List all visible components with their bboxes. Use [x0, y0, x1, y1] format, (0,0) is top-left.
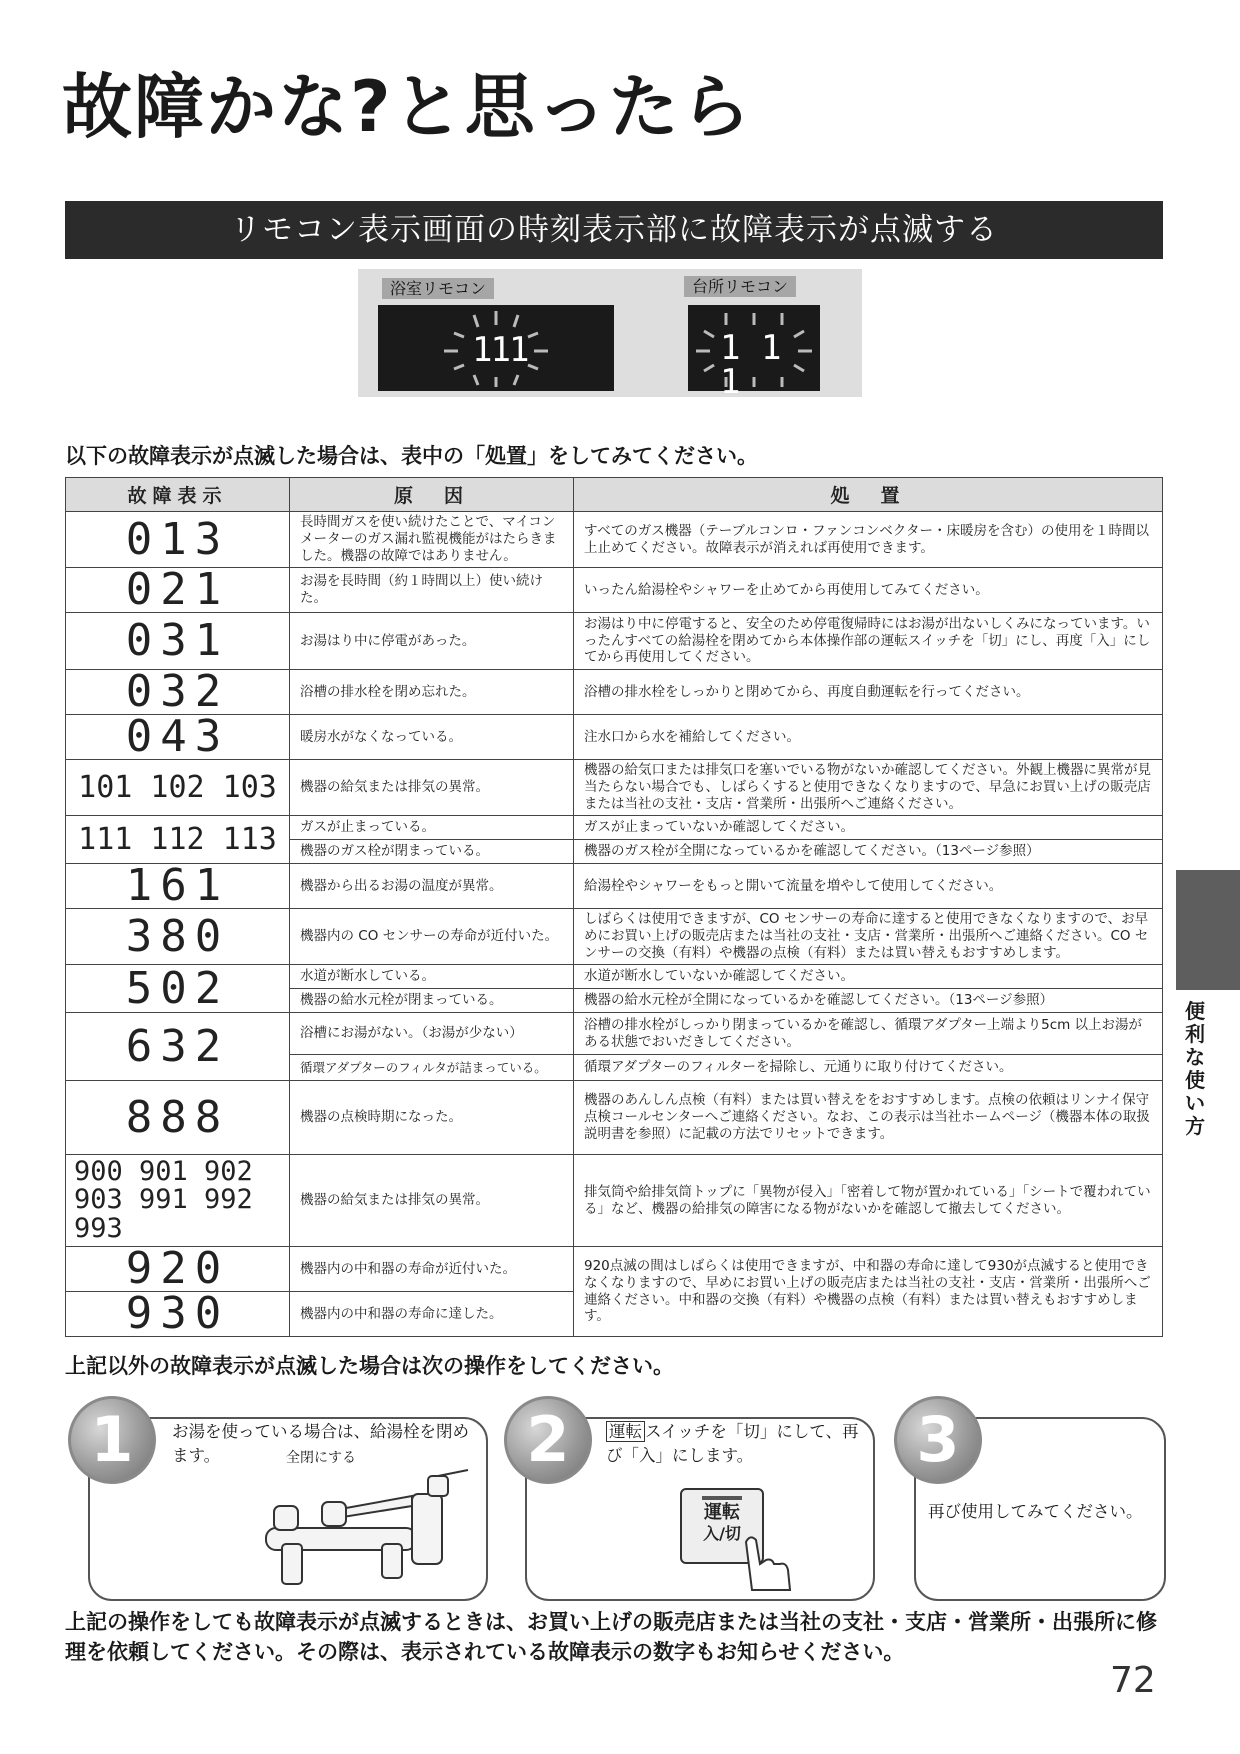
fault-code: 632 [125, 1020, 230, 1072]
table-row [66, 760, 1163, 816]
action-cell: 機器の給気口または排気口を塞いでいる物がないか確認してください。外観上機器に異常が見当たらない場合でも、しばらくすると使用できなくなりますので、早急にお買い上げの販売店または当社の支社・支店・営業所・出張所へご連絡ください。 [574, 760, 1163, 816]
section-banner: リモコン表示画面の時刻表示部に故障表示が点滅する [65, 201, 1163, 259]
header-fault-display: 故障表示 [66, 478, 290, 512]
fault-code: 900 901 902 903 991 992 993 [74, 1155, 253, 1244]
page-number: 72 [1110, 1660, 1156, 1701]
fault-code: 930 [125, 1288, 230, 1339]
action-cell: 機器の給水元栓が全開になっているかを確認してください。（13ページ参照） [574, 989, 1163, 1013]
kitchen-remote-label: 台所リモコン [684, 276, 796, 297]
action-cell: 浴槽の排水栓がしっかり閉まっているかを確認し、循環アダプター上端より5cm 以上お湯がある状態でおいだきしてください。 [574, 1013, 1163, 1055]
cause-cell: 長時間ガスを使い続けたことで、マイコンメーターのガス漏れ監視機能がはたらきました。機器の故障ではありません。 [290, 512, 574, 568]
kitchen-remote-screen [688, 305, 820, 402]
table-row [66, 1247, 1163, 1292]
table-row [66, 965, 1163, 989]
side-tab-label: 便利な使い方 [1185, 999, 1205, 1138]
action-cell: 機器のガス栓が全開になっているかを確認してください。（13ページ参照） [574, 840, 1163, 864]
header-cause: 原 因 [290, 478, 574, 512]
cause-cell: お湯を長時間（約１時間以上）使い続けた。 [290, 568, 574, 613]
repair-notice: 上記の操作をしても故障表示が点滅するときは、お買い上げの販売店または当社の支社・支店・営業所・出張所に修理を依頼してください。その際は、表示されている故障表示の数字もお知らせください。 [65, 1610, 1157, 1664]
cause-cell: 機器内の CO センサーの寿命が近付いた。 [290, 909, 574, 965]
faucet-icon [262, 1466, 482, 1590]
cause-cell: お湯はり中に停電があった。 [290, 613, 574, 670]
power-switch-label: 運転 [704, 1502, 740, 1523]
fault-code: 043 [125, 711, 230, 762]
fault-code: 013 [125, 513, 230, 565]
fault-code: 101 102 103 [78, 769, 277, 805]
cause-cell: 浴槽にお湯がない。（お湯が少ない） [290, 1013, 574, 1055]
section-side-tab [1176, 870, 1240, 990]
cause-cell: 機器の給気または排気の異常。 [290, 760, 574, 816]
action-cell: ガスが止まっていないか確認してください。 [574, 816, 1163, 840]
cause-cell: 循環アダプターのフィルタが詰まっている。 [290, 1055, 574, 1081]
table-row [66, 568, 1163, 613]
cause-cell: 暖房水がなくなっている。 [290, 715, 574, 760]
action-cell: 給湯栓やシャワーをもっと開いて流量を増やして使用してください。 [574, 864, 1163, 909]
table-row [66, 715, 1163, 760]
step-3-text: 再び使用してみてください。 [928, 1502, 1143, 1521]
table-row [66, 1081, 1163, 1155]
fault-code: 031 [125, 615, 230, 666]
action-cell: 水道が断水していないか確認してください。 [574, 965, 1163, 989]
bathroom-remote-label: 浴室リモコン [382, 278, 494, 299]
fault-code: 032 [125, 666, 230, 717]
table-row [66, 512, 1163, 568]
steps-subtitle: 上記以外の故障表示が点滅した場合は次の操作をしてください。 [65, 1354, 674, 1378]
cause-cell: 機器の点検時期になった。 [290, 1081, 574, 1155]
power-switch-sublabel: 入/切 [703, 1524, 741, 1543]
action-cell: 循環アダプターのフィルターを掃除し、元通りに取り付けてください。 [574, 1055, 1163, 1081]
step-1-caption: 全閉にする [286, 1450, 356, 1466]
table-row [66, 816, 1163, 840]
step-1-text: お湯を使っている場合は、給湯栓を閉めます。 [172, 1422, 469, 1465]
bathroom-remote-error-code: 111 [472, 330, 528, 370]
action-cell: お湯はり中に停電すると、安全のため停電復帰時にはお湯が出ないしくみになっています。いったんすべての給湯栓を閉めてから本体操作部の運転スイッチを「切」にし、再度「入」にしてから再使用してください。 [574, 613, 1163, 670]
fault-code: 920 [125, 1243, 230, 1294]
remote-display-panel [358, 269, 862, 402]
cause-cell: 浴槽の排水栓を閉め忘れた。 [290, 670, 574, 715]
step-2-switch-label: 運転 [606, 1421, 645, 1442]
action-cell: 注水口から水を補給してください。 [574, 715, 1163, 760]
action-cell: しばらくは使用できますが、CO センサーの寿命に達すると使用できなくなりますので、お早めにお買い上げの販売店または当社の支社・支店・営業所・出張所へご連絡ください。CO センサーの交換（有料）や機器の点検（有料）または買い替えもおすすめします。 [574, 909, 1163, 965]
action-cell: 機器のあんしん点検（有料）または買い替えををおすすめします。点検の依頼はリンナイ保守点検コールセンターへご連絡ください。なお、この表示は当社ホームページ（機器本体の取扱説明書を参照）に記載の方法でリセットできます。 [574, 1081, 1163, 1155]
table-intro: 以下の故障表示が点滅した場合は、表中の「処置」をしてみてください。 [65, 444, 758, 468]
fault-code: 888 [125, 1091, 230, 1143]
step-2-text: スイッチを「切」にして、再び「入」にします。 [606, 1422, 859, 1465]
step-2-text-block [606, 1420, 868, 1468]
action-cell: すべてのガス機器（テーブルコンロ・ファンコンベクター・床暖房を含む）の使用を１時間以上止めてください。故障表示が消えれば再使用できます。 [574, 512, 1163, 568]
table-row [66, 613, 1163, 670]
kitchen-remote-error-code: 1 1 1 [720, 328, 782, 402]
page-title: 故障かな?と思ったら [62, 66, 753, 148]
step-2-number: 2 [504, 1396, 592, 1484]
cause-cell: 機器のガス栓が閉まっている。 [290, 840, 574, 864]
header-action: 処 置 [574, 478, 1163, 512]
action-cell: 920点滅の間はしばらくは使用できますが、中和器の寿命に達して930が点滅すると使用できなくなりますので、早めにお買い上げの販売店または当社の支社・支店・営業所・出張所へご連絡ください。中和器の交換（有料）や機器の点検（有料）または買い替えもおすすめします。 [574, 1247, 1163, 1337]
fault-code: 161 [125, 860, 230, 911]
action-cell: 浴槽の排水栓をしっかりと閉めてから、再度自動運転を行ってください。 [574, 670, 1163, 715]
fault-code: 502 [125, 962, 230, 1014]
pressing-finger-icon [736, 1530, 796, 1594]
table-row [66, 1013, 1163, 1055]
fault-code-table [65, 477, 1163, 1337]
cause-cell: 機器から出るお湯の温度が異常。 [290, 864, 574, 909]
fault-code: 111 112 113 [78, 821, 277, 857]
cause-cell: 機器内の中和器の寿命に達した。 [290, 1292, 574, 1337]
fault-code: 380 [125, 910, 230, 962]
indicator-lamp-icon [702, 1496, 742, 1500]
step-1-number: 1 [68, 1396, 156, 1484]
cause-cell: 機器内の中和器の寿命が近付いた。 [290, 1247, 574, 1292]
table-row [66, 670, 1163, 715]
step-3-number: 3 [894, 1396, 982, 1484]
table-row [66, 909, 1163, 965]
action-cell: いったん給湯栓やシャワーを止めてから再使用してみてください。 [574, 568, 1163, 613]
cause-cell: 機器の給水元栓が閉まっている。 [290, 989, 574, 1013]
table-row [66, 1155, 1163, 1247]
action-cell: 排気筒や給排気筒トップに「異物が侵入」「密着して物が置かれている」「シートで覆われている」など、機器の給排気の障害になる物がないかを確認して撤去してください。 [574, 1155, 1163, 1247]
fault-code: 021 [125, 564, 230, 615]
table-row [66, 864, 1163, 909]
cause-cell: 機器の給気または排気の異常。 [290, 1155, 574, 1247]
cause-cell: 水道が断水している。 [290, 965, 574, 989]
cause-cell: ガスが止まっている。 [290, 816, 574, 840]
bathroom-remote-screen [378, 305, 614, 391]
